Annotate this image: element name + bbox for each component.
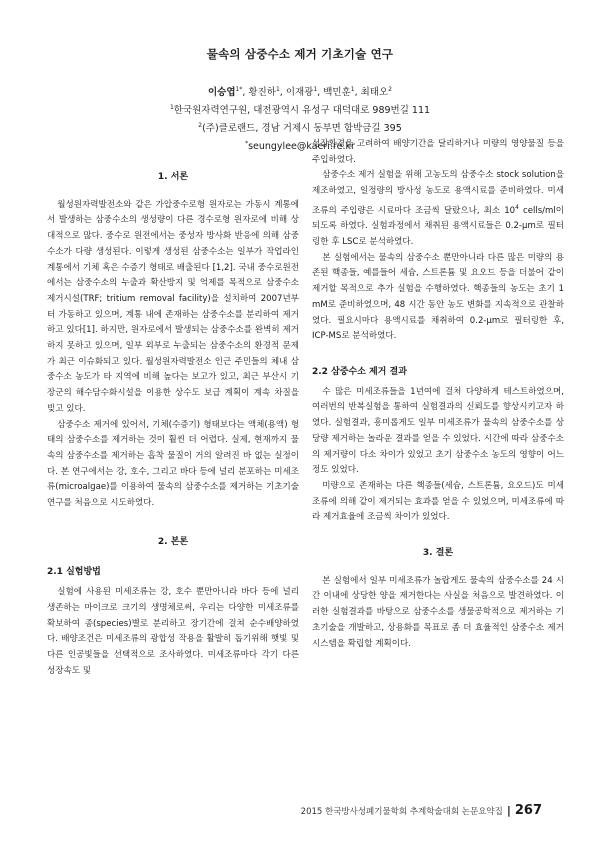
author-name: 황진하$^1$ (248, 86, 280, 99)
results-paragraph-2: 미량으로 존재하는 다른 핵종들(세슘, 스트론튬, 요오드)도 미세조류에 의해 같이 제거되는 효과를 얻을 수 있었으며, 미세조류에 따라 제거효율에 조금씩 차이가 있었다. (312, 480, 564, 523)
methods-paragraph-3: 본 실험에서는 물속의 삼중수소 뿐만아니라 다른 많은 미량의 용존된 핵종들, 예를들어 세슘, 스트론튬 및 요오드 등을 더불어 같이 제거할 목적으로 추가 실험을 수행하였다. 핵종들의 농도는 초기 1 mM로 준비하였으며, 48 시간 동안 농도 변화를 지속적으로 관찰하였다. 필요시마다 용액시료를 채취하여 0.2-μm로 필터링한 후, ICP-MS로 분석하였다. (312, 252, 564, 342)
author-name: 이승엽$^{1*}$ (208, 86, 243, 99)
results-paragraph-1: 수 많은 미세조류들을 1년여에 걸처 다양하게 테스트하였으며, 여러번의 반복실험을 통하여 실험결과의 신뢰도를 향상시키고자 하였다. 실험결과, 흥미롭게도 일부 미세조류가 물속의 삼중수소를 상당량 제거하는 놀라운 결과를 얻을 수 있었다. 시간에 따라 삼중수소의 제거량이 다소 차이가 있었고 초기 삼중수소 농도의 영향이 어느정도 있었다. (312, 386, 564, 476)
footer-separator: | (506, 804, 511, 817)
section-heading-conclusion: 3. 결론 (422, 548, 454, 559)
section-heading-body: 2. 본론 (157, 536, 189, 547)
page-footer (301, 803, 542, 818)
page-number: 267 (514, 803, 542, 818)
left-column (47, 170, 299, 679)
proceedings-name: 2015 한국방사성폐기물학회 추계학술대회 논문요약집 (300, 807, 503, 817)
author-list: 이승엽$^{1*}$, 황진하$^1$, 이재광$^1$, 백민훈$^1$, 최태오$^2$ (208, 86, 392, 99)
subsection-heading-methods: 2.1 실험방법 (47, 567, 101, 578)
corresponding-email: *seungylee@kaeri.re.kr (245, 140, 355, 153)
author-name: 백민훈$^1$ (323, 86, 355, 99)
intro-paragraph-2: 삼중수소 제거에 있어서, 기체(수증기) 형태보다는 액체(용액) 형태의 삼중수소를 제거하는 것이 훨씬 더 어렵다. 실제, 현재까지 물속의 삼중수소를 제거하는 흡착 물질이 거의 알려진 바 없는 실정이다. 본 연구에서는 강, 호수, 그리고 바다 등에 널리 분포하는 미세조류(microalgae)를 이용하여 물속의 삼중수소를 제거하는 기초기술 연구를 처음으로 시도하였다. (47, 419, 299, 509)
affiliation-2: $^2$(주)클로랜드, 경남 거제시 동부면 함박금길 395 (198, 122, 402, 135)
methods-paragraph-1: 실험에 사용된 미세조류는 강, 호수 뿐만아니라 바다 등에 널리 생존하는 마이크로 크기의 생명체로써, 우리는 다양한 미세조류를 확보하여 종(species)별로 분리하고 장기간에 걸쳐 순수배양하였다. 배양조건은 미세조류의 광합성 작용을 활발히 돕기위해 햇빛 및 다른 인공빛들을 선택적으로 조사하였다. 미세조류마다 각기 다른 성장속도 및 (47, 587, 299, 676)
methods-paragraph-2: 삼중수소 제거 실험을 위해 고농도의 삼중수소 stock solution을 제조하였고, 일정량의 방사성 농도로 용액시료를 준비하였다. 미세조류의 주입량은 시료마다 조금씩 달랐으나, 최소 $10^4$ cells/ml이 되도록 하였다. 실험과정에서 채취된 용액시료들은 0.2-μm로 필터링한 후 LSC로 분석하였다. (312, 170, 564, 248)
section-heading-introduction: 1. 서론 (157, 172, 189, 182)
paper-title: 물속의 삼중수소 제거 기초기술 연구 (206, 47, 394, 61)
subsection-heading-results: 2.2 삼중수소 제거 결과 (312, 366, 407, 377)
affiliation-1: $^1$한국원자력연구원, 대전광역시 유성구 대덕대로 989번길 111 (169, 104, 431, 117)
author-name: 이재광$^1$ (285, 86, 318, 99)
conclusion-paragraph: 본 실험에서 일부 미세조류가 놀랍게도 물속의 삼중수소를 24 시간 이내에 상당한 양을 제거한다는 사실을 처음으로 발견하였다. 이러한 실험결과를 바탕으로 삼중수소를 생물공학적으로 제거하는 기초기술을 개발하고, 상용화를 목표로 좀 더 효율적인 삼중수소 제거 시스템을 확립할 계획이다. (312, 575, 564, 649)
author-name: 최태오$^2$ (360, 86, 392, 99)
intro-paragraph-1: 월성원자력발전소와 같은 가압중수로형 원자로는 가동시 계통에서 발생하는 삼중수소의 생성량이 다른 경수로형 원자로에 비해 상대적으로 많다. 중수로 원전에서는 중성자 방사화 반응에 의해 삼중수소가 다량 생성된다. 이렇게 생성된 삼중수소는 일부가 작업라인 계통에서 기체 혹은 수증기 형태로 배출된다 [1,2]. 국내 중수로원전에서는 삼중수소의 누출과 확산방지 및 억제를 목적으로 삼중수소 제거시설(TRF; tritium removal facility)을 설치하여 2007년부터 가동하고 있으며, 계통 내에 존재하는 삼중수소를 분리하여 제거하고 있다[1]. 하지만, 원자로에서 발생되는 삼중수소를 완벽히 제거하지 못하고 있으며, 일부 외부로 누출되는 삼중수소의 환경적 문제가 최근 이슈화되고 있다. 월성원자력발전소 인근 주민들의 체내 삼중수소 농도가 타 지역에 비해 높다는 보고가 있고, 최근 부산시 기장군의 해수담수화시설을 이용한 상수도 보급 계획이 계속 차질을 빚고 있다. (47, 199, 299, 414)
methods-paragraph-1-continued: 성장환경을 고려하여 배양기간을 달리하거나 미량의 영양물질 등을 주입하였다. (312, 139, 564, 165)
right-column (312, 137, 564, 652)
